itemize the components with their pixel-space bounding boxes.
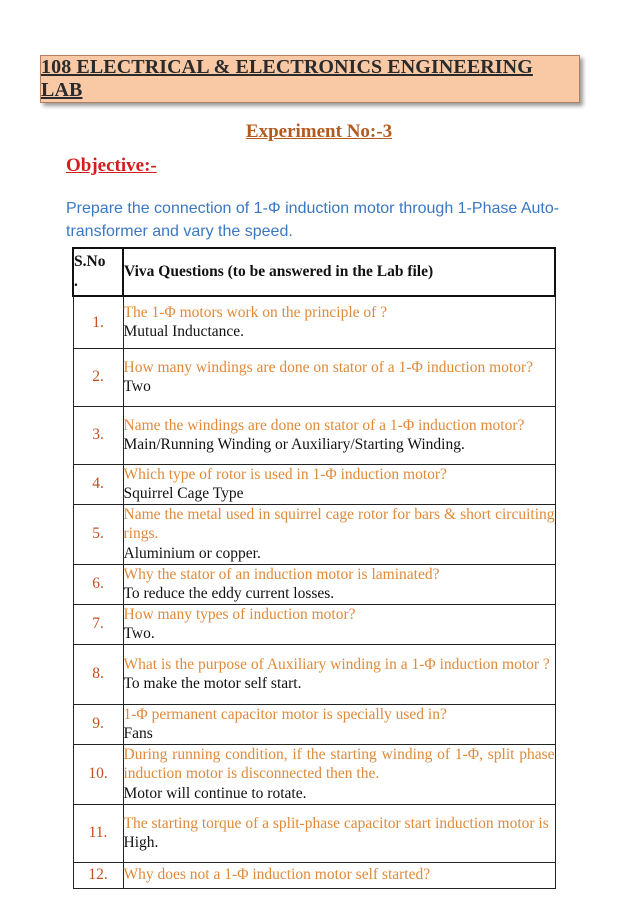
answer-text: High. bbox=[123, 834, 159, 851]
question-text: How many types of induction motor? bbox=[123, 605, 356, 623]
question-cell bbox=[123, 704, 555, 744]
question-cell bbox=[123, 862, 555, 888]
objective-text: Prepare the connection of 1-Φ induction motor through 1-Phase Auto- transformer and vary the speed. bbox=[66, 200, 560, 240]
question-cell bbox=[123, 564, 555, 604]
answer-text: Fans bbox=[123, 725, 153, 742]
question-text: During running condition, if the starting winding of 1-Φ, split phase induction motor is disconnected then the. bbox=[123, 745, 555, 783]
question-cell bbox=[123, 464, 555, 504]
question-cell bbox=[123, 804, 555, 862]
question-cell bbox=[123, 604, 555, 644]
objective-heading: Objective:- bbox=[66, 155, 157, 176]
question-cell bbox=[123, 504, 555, 564]
row-number: 12. bbox=[73, 862, 123, 888]
question-text: The starting torque of a split-phase capacitor start induction motor is bbox=[123, 814, 549, 832]
row-number: 1. bbox=[73, 296, 123, 348]
questions-column-header: Viva Questions (to be answered in the Lab file) bbox=[123, 248, 555, 296]
answer-text: Two. bbox=[123, 625, 155, 642]
table-row bbox=[73, 504, 555, 564]
row-number: 4. bbox=[73, 464, 123, 504]
question-text: Why does not a 1-Φ induction motor self started? bbox=[123, 866, 431, 884]
row-number: 7. bbox=[73, 604, 123, 644]
question-text: Which type of rotor is used in 1-Φ induction motor? bbox=[123, 465, 447, 483]
row-number: 9. bbox=[73, 704, 123, 744]
question-cell bbox=[123, 406, 555, 464]
question-cell bbox=[123, 348, 555, 406]
table-row bbox=[73, 564, 555, 604]
table-row bbox=[73, 406, 555, 464]
viva-questions-table bbox=[72, 247, 556, 889]
sno-header-label: S.No . bbox=[74, 253, 106, 290]
question-text: Name the windings are done on stator of a 1-Φ induction motor? bbox=[123, 416, 525, 434]
question-text: Why the stator of an induction motor is laminated? bbox=[123, 565, 440, 583]
answer-text: Main/Running Winding or Auxiliary/Starting Winding. bbox=[123, 436, 465, 453]
row-number: 5. bbox=[73, 504, 123, 564]
table-row bbox=[73, 804, 555, 862]
answer-text: Squirrel Cage Type bbox=[123, 485, 244, 502]
table-row bbox=[73, 744, 555, 804]
question-text: The 1-Φ motors work on the principle of ? bbox=[123, 303, 388, 321]
table-row bbox=[73, 604, 555, 644]
answer-text: Two bbox=[123, 378, 151, 395]
lab-title-banner bbox=[40, 55, 580, 103]
row-number: 2. bbox=[73, 348, 123, 406]
table-row bbox=[73, 704, 555, 744]
answer-text: To reduce the eddy current losses. bbox=[123, 585, 335, 602]
question-cell bbox=[123, 296, 555, 348]
question-cell bbox=[123, 744, 555, 804]
table-row bbox=[73, 348, 555, 406]
answer-text: Motor will continue to rotate. bbox=[123, 784, 307, 802]
table-header-row bbox=[73, 248, 555, 296]
row-number: 10. bbox=[73, 744, 123, 804]
row-number: 11. bbox=[73, 804, 123, 862]
row-number: 6. bbox=[73, 564, 123, 604]
question-text: 1-Φ permanent capacitor motor is specially used in? bbox=[123, 705, 447, 723]
lab-title: 108 ELECTRICAL & ELECTRONICS ENGINEERING LAB bbox=[41, 56, 533, 101]
table-row bbox=[73, 464, 555, 504]
answer-text: Mutual Inductance. bbox=[123, 323, 245, 341]
question-text: How many windings are done on stator of a 1-Φ induction motor? bbox=[123, 358, 534, 376]
sno-column-header bbox=[73, 248, 123, 296]
question-cell bbox=[123, 644, 555, 704]
row-number: 8. bbox=[73, 644, 123, 704]
question-text: What is the purpose of Auxiliary winding in a 1-Φ induction motor ? bbox=[123, 655, 550, 673]
table-row bbox=[73, 296, 555, 348]
table-row bbox=[73, 862, 555, 888]
question-text: Name the metal used in squirrel cage rotor for bars & short circuiting rings. bbox=[123, 505, 555, 543]
answer-text: Aluminium or copper. bbox=[123, 544, 261, 562]
experiment-number: Experiment No:-3 bbox=[245, 121, 393, 142]
row-number: 3. bbox=[73, 406, 123, 464]
answer-text: To make the motor self start. bbox=[123, 675, 302, 692]
table-row bbox=[73, 644, 555, 704]
